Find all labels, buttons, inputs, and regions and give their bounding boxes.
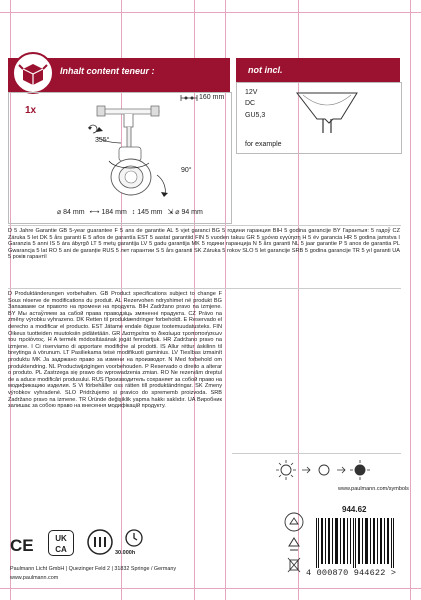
dimension-width: 184 mm <box>101 209 127 216</box>
depth-arrow-icon: ⇲ <box>167 209 174 216</box>
ce-mark: CE <box>10 536 34 555</box>
gu53-bulb-icon <box>289 89 369 137</box>
not-included-header <box>236 58 400 82</box>
article-number: 944.62 <box>342 505 367 514</box>
example-note: for example <box>245 141 282 148</box>
length-dimension-icon <box>179 93 199 103</box>
divider <box>232 453 401 454</box>
light-symbols-icon <box>274 458 374 482</box>
recycling-icon <box>284 512 304 532</box>
weee-bin-icon <box>286 556 302 574</box>
width-arrow-icon: ⟷ <box>89 209 100 216</box>
company-address: Paulmann Licht GmbH | Quezinger Feld 2 | 31832 Springe / Germany <box>10 566 177 572</box>
mobius-loop-icon <box>286 536 302 554</box>
lifetime-icon <box>122 528 146 548</box>
protection-class-icon <box>86 528 114 556</box>
contents-title: Inhalt content teneur : <box>60 66 155 76</box>
ukca-mark: UK CA <box>48 530 74 556</box>
dimension-diameter: ⌀ 84 mm <box>57 209 85 216</box>
divider <box>8 288 401 289</box>
symbols-url: www.paulmann.com/symbols <box>338 486 409 492</box>
disclaimer-text: D Produktänderungen vorbehalten. GB Product specifications subject to change F Sous réserve de modifications du produit. AL Rezervohen ndryshimet në produkt BG Запазваме си правото на промени на продукта. BIH Zadržano pravo na izmjene. BY Мы астаўляем за сабой права праводзіць змяненні прадукта. CZ Právo na změny výrobku vyhrazeno. DK Retten til produktændringer forbeholdt. E Reservado el derecho a modificar el producto. EST Jätame endale õiguse tootemuudatusteks. FIN Oikeus tuotteiden muutoksiin pidätetään. GR Διατηρείται το δικαίωμα τροποποιήσεων του προϊόντος. H A termék módosításának jogát fenntartjuk. HR Zadržano pravo na izmjene. I Ci riserviamo di apportare modifiche al prodotti. IS Allur réttur áskilinn til breytinga á vörunum. LT Pasiliekama teisė modifikuoti gaminius. LV Tiesības izmainīt produktu MK Ја задржано право за измени на производот. N Med forbehold om produktendring. NL Productwijzigingen voorbehouden. P Reservado o direito a alterar o produto. PL Zastrzega się prawo do wprowadzenia zmian. RO Ne rezervăm dreptul de a aduce modificări produsului. RUS Производитель сохраняет за собой право на модификацию изделия. S Vi förbehåller oss rätten till produktändringar. SK Zmeny výrobkov vyhradené. SLO Pridržujemo si pravico do sprememb proizvoda. SRB Zadržano pravo na izmene. TR Üründe değişiklik yapma hakkı saklıdır. UA Виробник залишає за собою право на внесення модифікацій продукту. <box>8 291 222 410</box>
spec-socket: GU5,3 <box>245 111 266 119</box>
tilt-angle: 90° <box>181 167 192 174</box>
spec-voltage: 12V <box>245 89 258 96</box>
lifetime-label: 30.000h <box>115 550 136 556</box>
not-included-panel <box>236 82 402 154</box>
length-dimension: 160 mm <box>199 94 225 101</box>
spec-list <box>245 89 265 120</box>
barcode-digits: 4 000870 944622 > <box>306 568 397 578</box>
spec-current: DC <box>245 100 256 108</box>
quantity-label: 1x <box>25 105 37 116</box>
contents-panel <box>8 92 232 224</box>
rotation-icon <box>87 123 99 135</box>
dimension-height: 145 mm <box>137 209 163 216</box>
company-website: www.paulmann.com <box>10 575 59 581</box>
divider <box>8 225 401 226</box>
guide-line <box>410 0 411 600</box>
rotation-angle: 355° <box>95 137 110 144</box>
spotlight-drawing <box>69 97 179 215</box>
box-icon <box>12 52 54 94</box>
warranty-text: D 5 Jahre Garantie GB 5-year guarantee F 5 ans de garantie AL 5 vjet garanci BG 5 години гаранция BIH 5 godina garancije BY Гарантыя: 5 гадоў CZ Záruka 5 let DK 5 års garanti E 5 años de garantía EST 5 aastat garantiid FIN 5 vuoden takuu GR 5 χρόνια εγγύηση H 5 év garancia HR 5 godina jamstva I Garanzia 5 anni IS 5 ára ábyrgð LT 5 metų garantija LV 5 gadu garantija MK 5 години гаранција N 5 års garanti NL 5 jaar garantie P 5 anos de garantia PL Gwarancja 5 lat RO 5 ani de garanție RUS 5 лет гарантии S 5 års garanti SK Záruka 5 rokov SLO 5 let garancije SRB 5 godina garancije TR 5 yıl garanti UA 5 років гарантії <box>8 228 400 261</box>
height-arrow-icon: ↕ <box>131 209 136 216</box>
not-included-title: not incl. <box>248 65 283 75</box>
guide-line <box>0 12 421 13</box>
guide-line <box>0 588 421 589</box>
dimension-diameter2: ⌀ 94 mm <box>175 209 203 216</box>
product-dimensions <box>57 209 203 217</box>
